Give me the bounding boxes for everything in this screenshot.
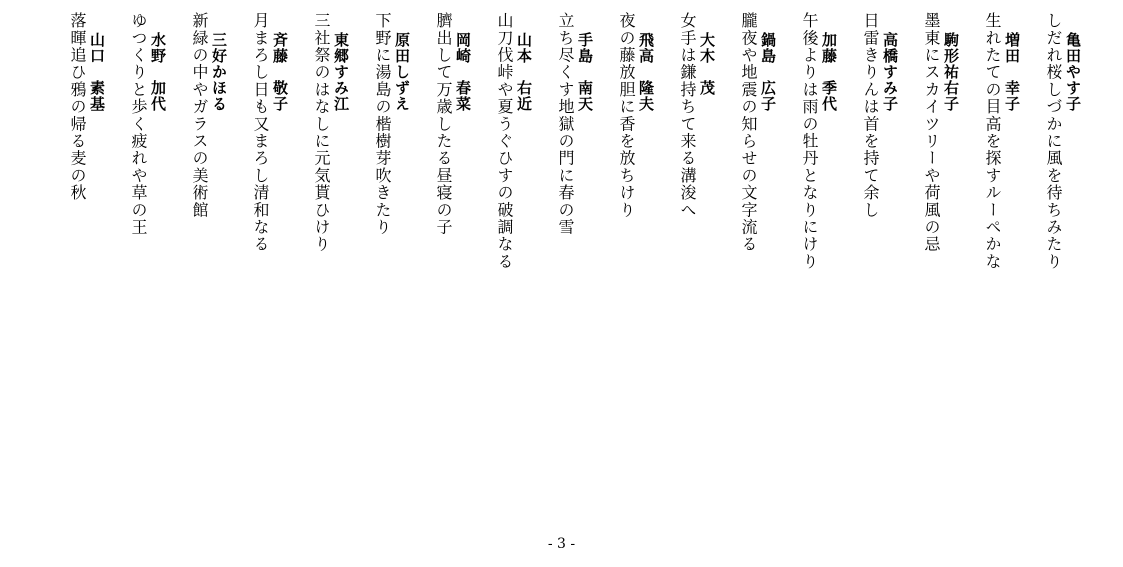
haiku-text: 午後よりは雨の牡丹となりにけり	[800, 12, 819, 270]
haiku-list	[23, 12, 1083, 512]
haiku-text: 落暉追ひ鴉の帰る麦の秋	[68, 12, 87, 202]
haiku-text: 山刀伐峠や夏うぐひすの破調なる	[495, 12, 514, 270]
haiku-entry	[290, 12, 351, 512]
haiku-entry	[168, 12, 229, 512]
haiku-text: 生れたての目高を探すルーペかな	[983, 12, 1002, 270]
haiku-text: 女手は鎌持ちて来る溝浚へ	[678, 12, 697, 219]
author-name: 加藤 季代	[820, 32, 838, 112]
author-name: 三好かほる	[210, 32, 228, 112]
author-name: 原田しずえ	[393, 32, 411, 112]
haiku-entry	[717, 12, 778, 512]
haiku-entry	[46, 12, 107, 512]
haiku-text: 臍出して万歳したる昼寝の子	[434, 12, 453, 236]
haiku-entry	[595, 12, 656, 512]
haiku-entry	[778, 12, 839, 512]
author-name: 鍋島 広子	[759, 32, 777, 112]
page-number: - 3 -	[547, 536, 576, 552]
haiku-entry	[534, 12, 595, 512]
author-name: 山本 右近	[515, 32, 533, 112]
haiku-text: 日雷きりんは首を持て余し	[861, 12, 880, 219]
haiku-entry	[351, 12, 412, 512]
author-name: 岡崎 春菜	[454, 32, 472, 112]
haiku-entry	[107, 12, 168, 512]
author-name: 飛高 隆夫	[637, 32, 655, 112]
author-name: 大木 茂	[698, 32, 716, 96]
author-name: 水野 加代	[149, 32, 167, 112]
author-name: 駒形祐右子	[942, 32, 960, 112]
haiku-entry	[656, 12, 717, 512]
haiku-text: 墨東にスカイツリーや荷風の忌	[922, 12, 941, 253]
author-name: 高橋すみ子	[881, 32, 899, 112]
author-name: 亀田やす子	[1064, 32, 1082, 112]
haiku-text: 下野に湯島の楷樹芽吹きたり	[373, 12, 392, 236]
author-name: 東郷すみ江	[332, 32, 350, 112]
haiku-text: ゆつくりと歩く疲れや草の王	[129, 12, 148, 236]
haiku-text: 夜の藤放胆に香を放ちけり	[617, 12, 636, 219]
haiku-entry	[839, 12, 900, 512]
author-name: 斉藤 敬子	[271, 32, 289, 112]
haiku-entry	[412, 12, 473, 512]
haiku-entry	[1022, 12, 1083, 512]
haiku-entry	[900, 12, 961, 512]
author-name: 山口 素基	[88, 32, 106, 112]
haiku-text: 月まろし日も又まろし清和なる	[251, 12, 270, 253]
author-name: 増田 幸子	[1003, 32, 1021, 112]
haiku-entry	[961, 12, 1022, 512]
haiku-text: 朧夜や地震の知らせの文字流る	[739, 12, 758, 253]
haiku-text: しだれ桜しづかに風を待ちみたり	[1044, 12, 1063, 270]
haiku-text: 三社祭のはなしに元気貰ひけり	[312, 12, 331, 253]
haiku-text: 立ち尽くす地獄の門に春の雪	[556, 12, 575, 236]
haiku-entry	[473, 12, 534, 512]
haiku-entry	[229, 12, 290, 512]
haiku-text: 新緑の中やガラスの美術館	[190, 12, 209, 219]
author-name: 手島 南天	[576, 32, 594, 112]
